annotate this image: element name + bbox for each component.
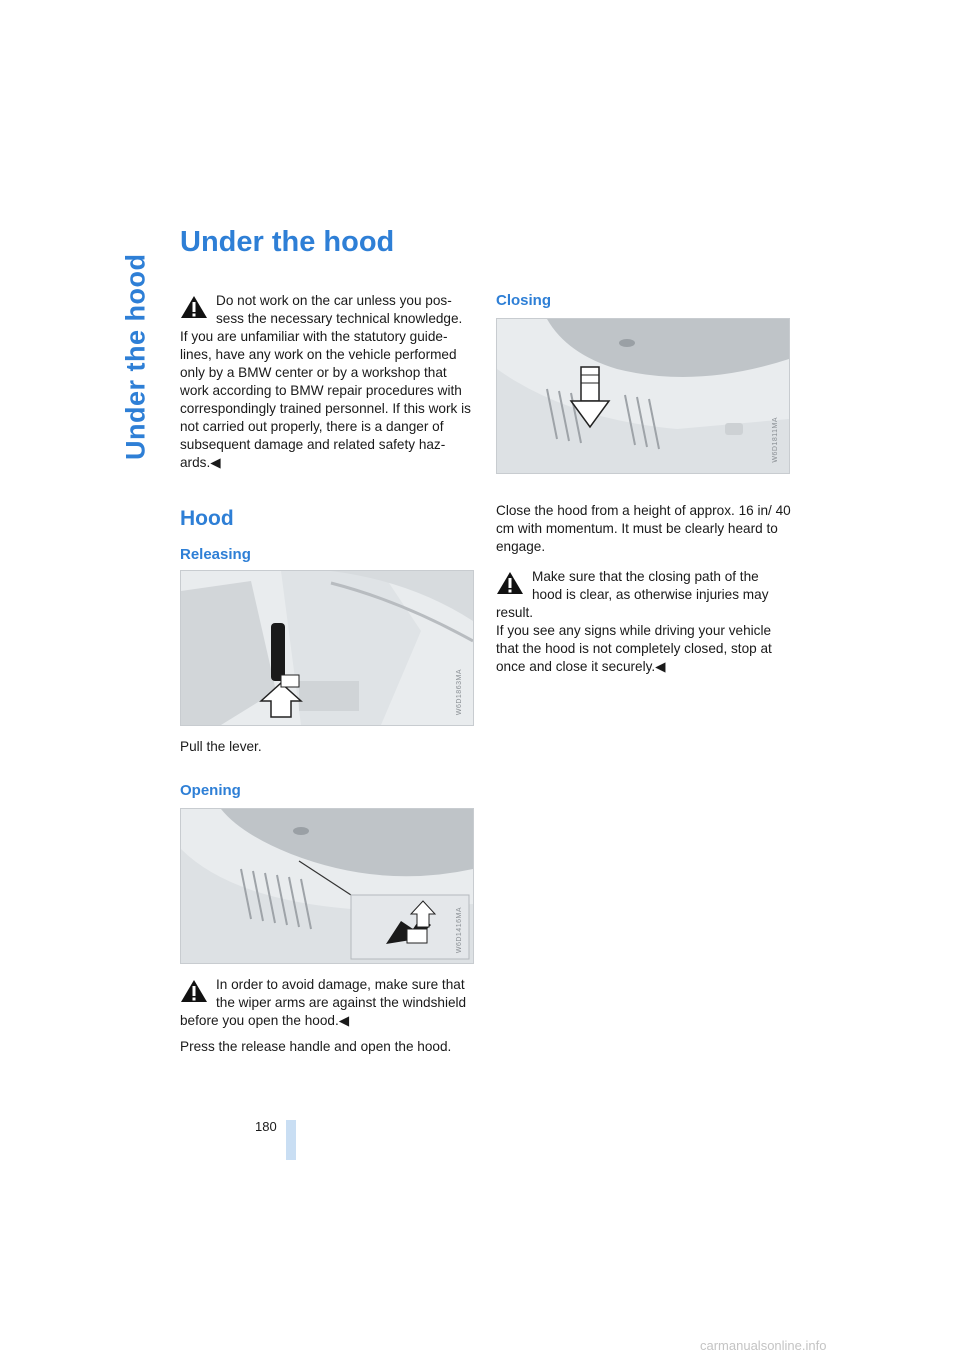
closing-warning-text: result. <box>496 605 534 620</box>
hood-lever-illustration <box>181 571 473 725</box>
intro-warning-text: If you are unfamiliar with the statutory guide-lines, have any work on the vehicle performed only by a BMW center or by a workshop that work according to BMW repair procedures with correspondingly trained personnel. If this work is not carried out properly, there is a danger of subsequent damage and related safety haz-ards.◀ <box>180 329 471 470</box>
opening-figure-code: W6D1416MA <box>456 906 463 953</box>
closing-warning-extra: If you see any signs while driving your vehicle that the hood is not completely closed, stop at once and close it securely.◀ <box>496 623 772 674</box>
left-column <box>180 292 476 1056</box>
intro-warning-line-2: sess the necessary technical knowledge. <box>216 311 463 326</box>
page-title: Under the hood <box>180 226 395 258</box>
releasing-heading: Releasing <box>180 546 251 563</box>
releasing-figure-code: W6D1863MA <box>456 668 463 715</box>
opening-warning-line-1: In order to avoid damage, make sure that <box>216 977 465 992</box>
hood-heading: Hood <box>180 507 234 530</box>
hood-release-illustration <box>181 809 473 963</box>
opening-caption: Press the release handle and open the hood. <box>180 1039 452 1054</box>
opening-figure <box>180 808 474 964</box>
warning-icon <box>180 979 208 1003</box>
side-tab: Under the hood <box>120 253 151 460</box>
page-number: 180 <box>255 1119 277 1134</box>
releasing-figure <box>180 570 474 726</box>
releasing-caption: Pull the lever. <box>180 739 262 754</box>
closing-text: Close the hood from a height of approx. 16 in/ 40 cm with momentum. It must be clearly heard to engage. <box>496 503 791 554</box>
warning-icon <box>496 571 524 595</box>
opening-warning-text: before you open the hood.◀ <box>180 1013 350 1028</box>
page-bar <box>286 1120 296 1160</box>
closing-warning-line-2: hood is clear, as otherwise injuries may <box>532 587 769 602</box>
opening-heading: Opening <box>180 782 241 799</box>
intro-warning <box>180 292 476 472</box>
warning-icon <box>180 295 208 319</box>
opening-warning-line-2: the wiper arms are against the windshield <box>216 995 467 1010</box>
footer-watermark: carmanualsonline.info <box>700 1338 827 1353</box>
closing-figure-code: W6D1811MA <box>772 417 779 463</box>
closing-warning <box>496 568 792 676</box>
opening-warning <box>180 976 476 1030</box>
right-column <box>496 292 792 676</box>
closing-warning-line-1: Make sure that the closing path of the <box>532 569 759 584</box>
intro-warning-line-1: Do not work on the car unless you pos- <box>216 293 452 308</box>
closing-figure <box>496 318 790 474</box>
closing-heading: Closing <box>496 292 551 309</box>
hood-closing-illustration <box>497 319 789 473</box>
